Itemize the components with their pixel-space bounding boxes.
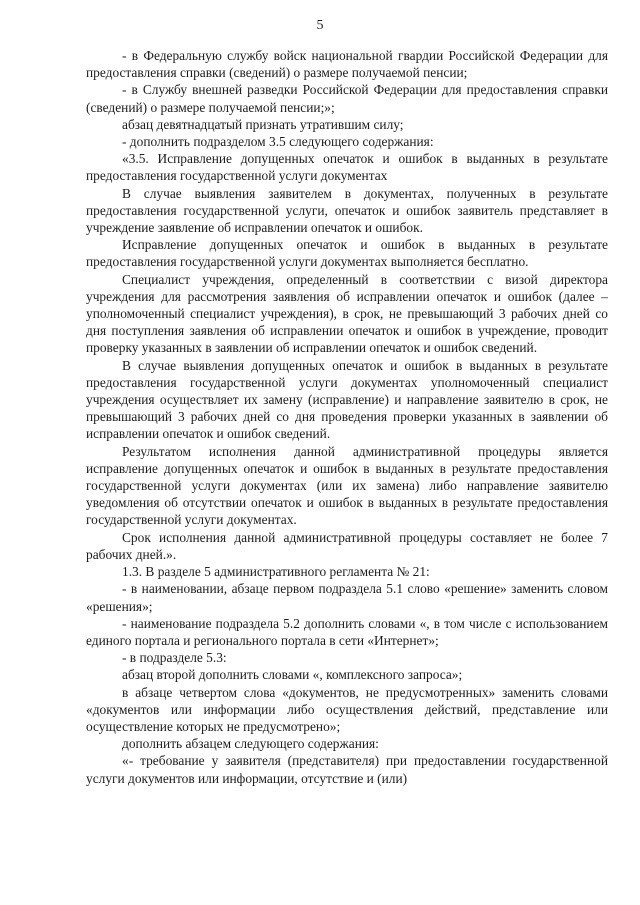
document-body — [86, 47, 608, 787]
paragraph: Исправление допущенных опечаток и ошибок в выданных в результате предоставления государственной услуги документах выполняется бесплатно. — [86, 237, 608, 270]
paragraph: - наименование подраздела 5.2 дополнить словами «, в том числе с использованием единого портала и регионального портала в сети «Интернет»; — [86, 615, 608, 648]
paragraph: В случае выявления заявителем в документах, полученных в результате предоставления государственной услуги, опечаток и ошибок заявитель представляет в учреждение заявление об исправлении опечаток и ошибок. — [86, 185, 608, 236]
paragraph: абзац второй дополнить словами «, комплексного запроса»; — [122, 667, 463, 683]
paragraph: Специалист учреждения, определенный в соответствии с визой директора учреждения для рассмотрения заявления об исправлении опечаток и ошибок (далее – уполномоченный специалист учреждения), в срок, не превышающий 3 рабочих дней со дня поступления заявления об исправлении опечаток и ошибок в учреждение, проводит проверку указанных в заявлении об исправлении опечаток и ошибок сведений. — [86, 271, 608, 356]
paragraph: Результатом исполнения данной административной процедуры является исправление допущенных опечаток и ошибок в выданных в результате предоставления государственной услуги документах (или их замена) либо направление заявителю уведомления об отсутствии опечаток и ошибок в выданных в результате предоставления государственной услуги документах. — [86, 443, 608, 528]
section-heading: «3.5. Исправление допущенных опечаток и ошибок в выданных в результате предоставления государственной услуги документах — [86, 151, 608, 184]
page-number: 5 — [316, 18, 324, 33]
paragraph: - в подразделе 5.3: — [122, 650, 227, 666]
paragraph: дополнить абзацем следующего содержания: — [122, 736, 379, 752]
paragraph: В случае выявления допущенных опечаток и ошибок в выданных в результате предоставления государственной услуги документах уполномоченный специалист учреждения осуществляет их замену (исправление) и направление заявителю в срок, не превышающий 3 рабочих дней со дня проведения проверки указанных в заявлении об исправлении опечаток и ошибок сведений. — [86, 357, 608, 442]
paragraph: абзац девятнадцатый признать утратившим силу; — [122, 116, 404, 132]
paragraph: 1.3. В разделе 5 административного регламента № 21: — [122, 564, 430, 580]
paragraph: «- требование у заявителя (представителя) при предоставлении государственной услуги документов или информации, отсутствие и (или) — [86, 753, 608, 786]
paragraph: - в наименовании, абзаце первом подраздела 5.1 слово «решение» заменить словом «решения»; — [86, 581, 608, 614]
paragraph: в абзаце четвертом слова «документов, не предусмотренных» заменить словами «документов или информации либо осуществления действий, представление или осуществление которых не предусмотрено»; — [86, 684, 608, 734]
paragraph: - дополнить подразделом 3.5 следующего содержания: — [122, 134, 434, 150]
paragraph: - в Службу внешней разведки Российской Федерации для предоставления справки (сведений) о размере получаемой пенсии;»; — [86, 82, 608, 115]
paragraph: - в Федеральную службу войск национальной гвардии Российской Федерации для предоставления справки (сведений) о размере получаемой пенсии; — [86, 48, 608, 81]
paragraph: Срок исполнения данной административной процедуры составляет не более 7 рабочих дней.». — [86, 529, 608, 562]
